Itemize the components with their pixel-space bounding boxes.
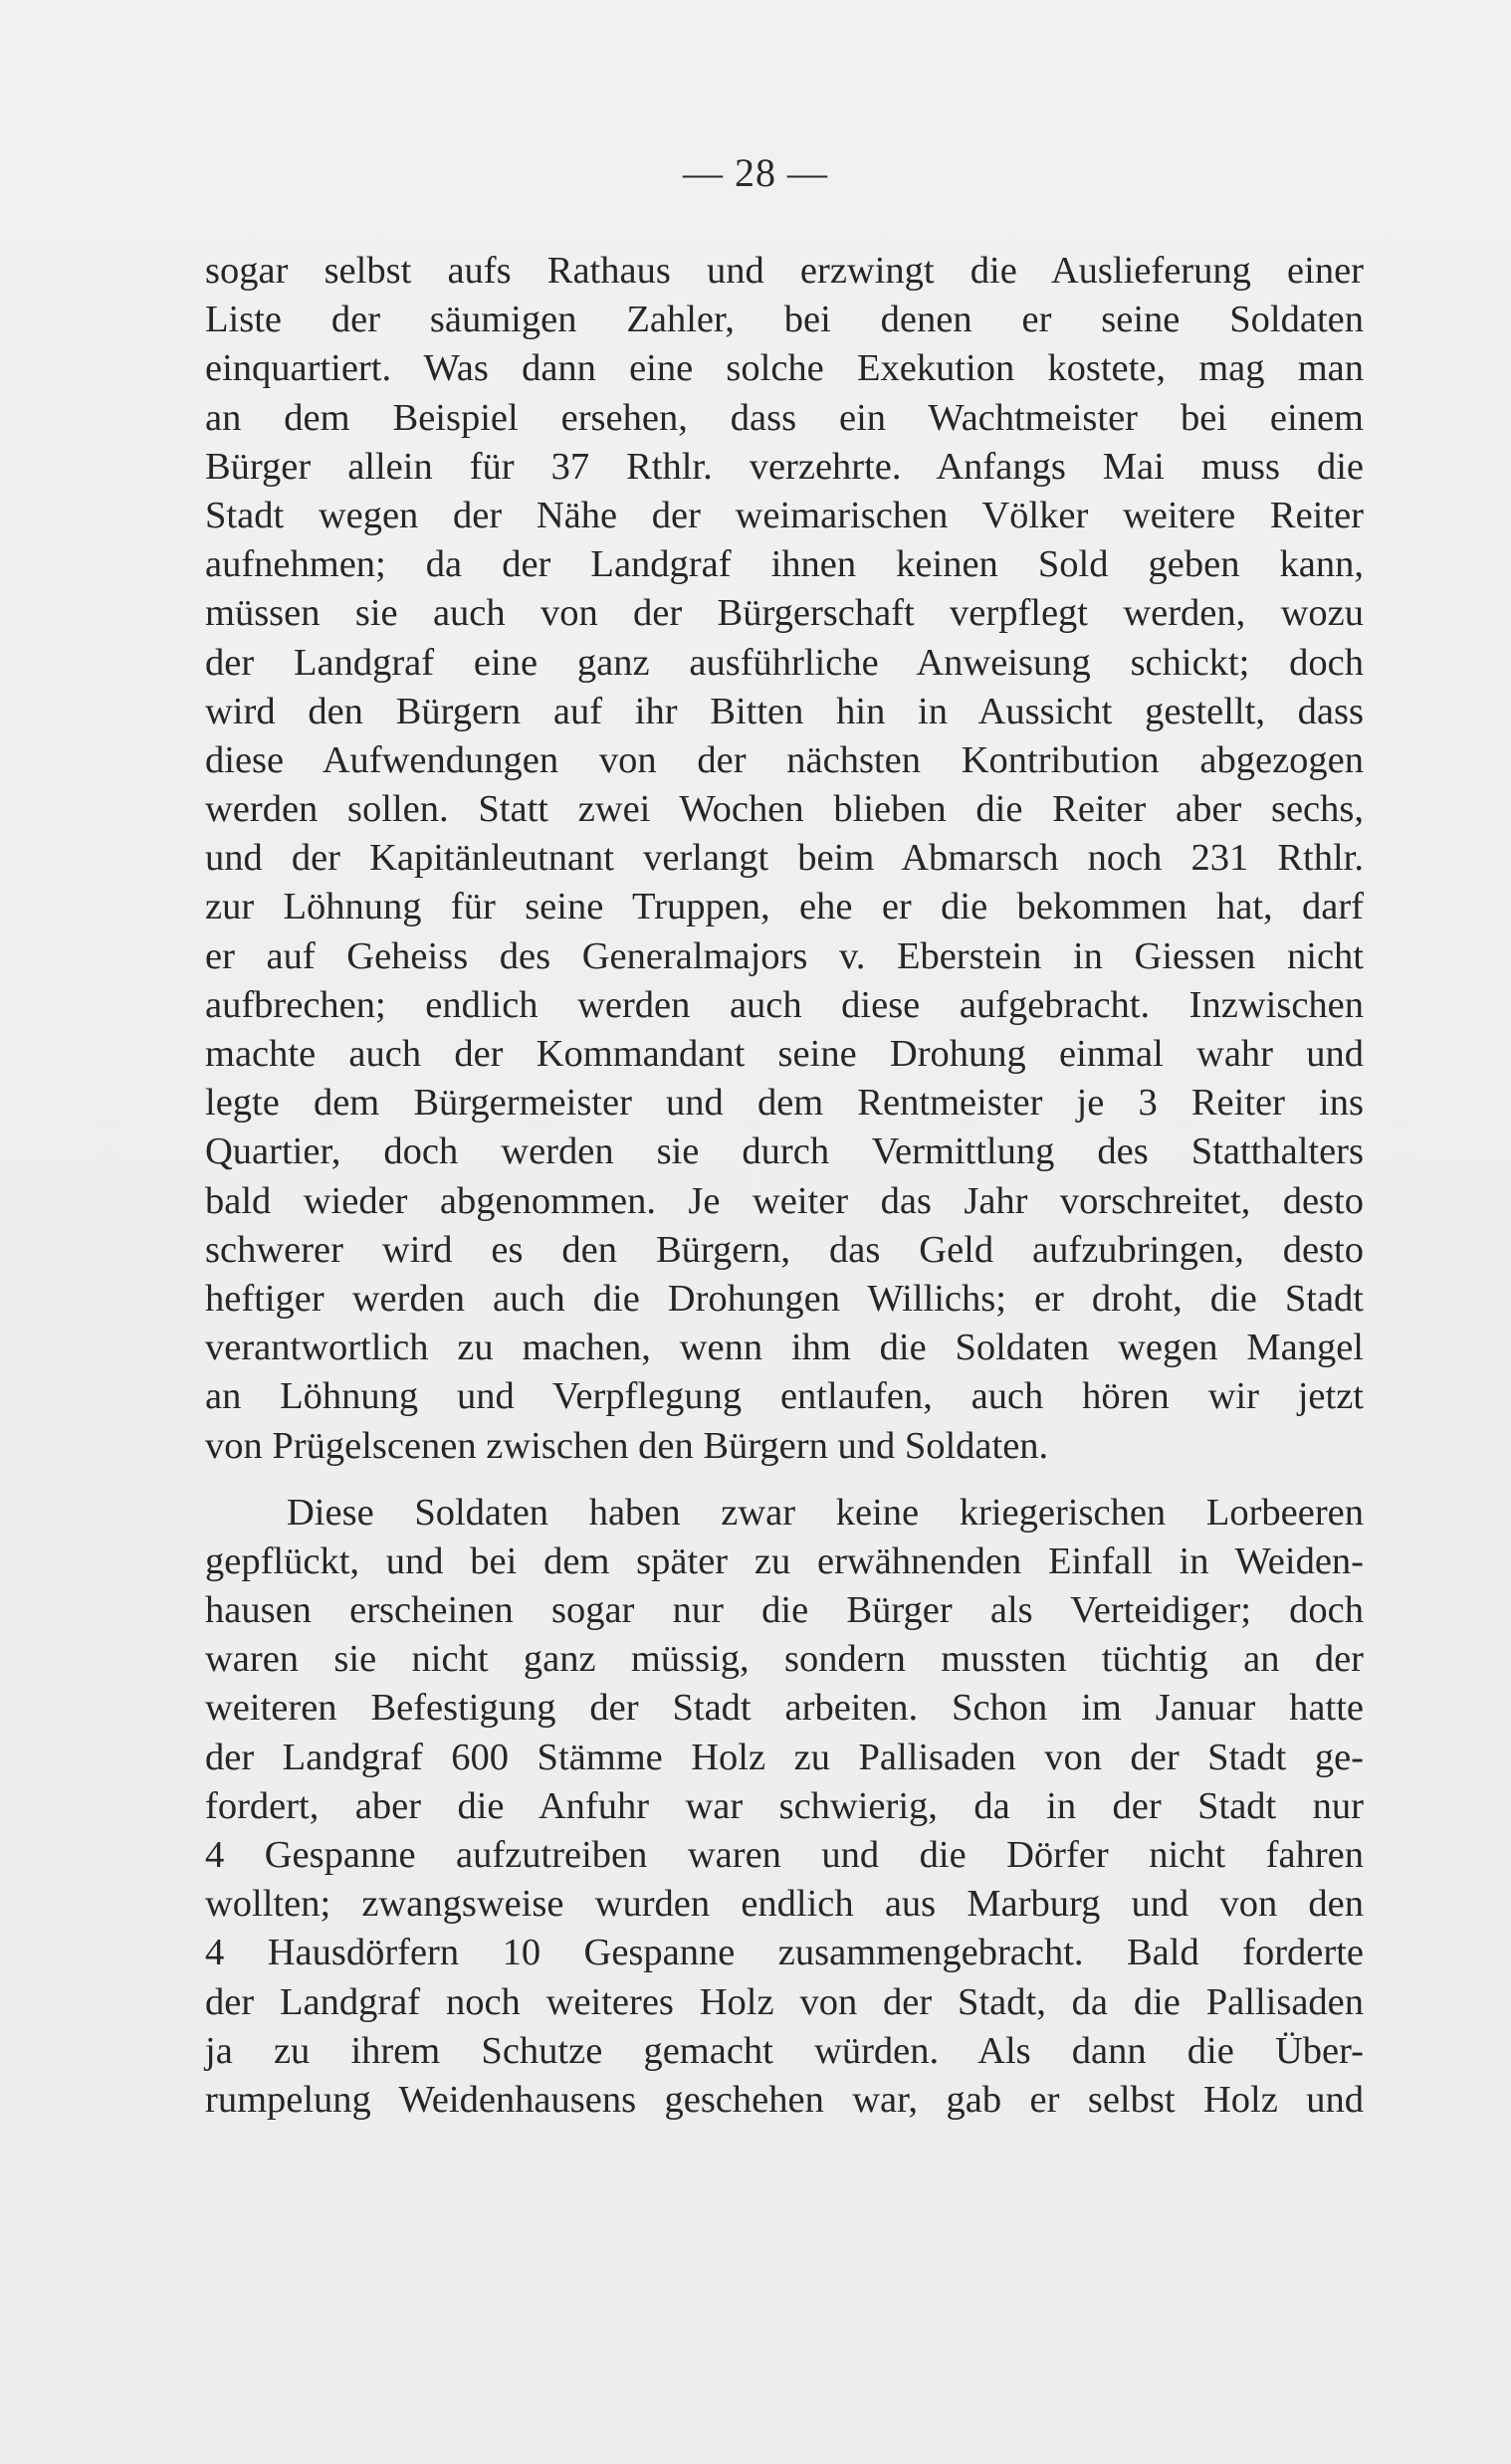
text-line: machte auch der Kommandant seine Drohung einmal wahr und: [205, 1033, 1364, 1075]
text-line: aufbrechen; endlich werden auch diese aufgebracht. Inzwischen: [205, 983, 1364, 1026]
text-line: hausen erscheinen sogar nur die Bürger als Verteidiger; doch: [205, 1589, 1364, 1632]
text-line: heftiger werden auch die Drohungen Willichs; er droht, die Stadt: [205, 1277, 1364, 1320]
text-line: wird den Bürgern auf ihr Bitten hin in Aussicht gestellt, dass: [205, 690, 1364, 732]
text-line: 4 Gespanne aufzutreiben waren und die Dörfer nicht fahren: [205, 1834, 1364, 1876]
text-line: einquartiert. Was dann eine solche Exekution kostete, mag man: [205, 347, 1364, 390]
text-line: 4 Hausdörfern 10 Gespanne zusammengebracht. Bald forderte: [205, 1932, 1364, 1974]
text-line: der Landgraf noch weiteres Holz von der Stadt, da die Pallisaden: [205, 1980, 1364, 2023]
text-line: legte dem Bürgermeister und dem Rentmeister je 3 Reiter ins: [205, 1082, 1364, 1125]
text-line: diese Aufwendungen von der nächsten Kontribution abgezogen: [205, 738, 1364, 781]
text-line: von Prügelscenen zwischen den Bürgern und Soldaten.: [205, 1424, 1049, 1467]
text-line: gepflückt, und bei dem später zu erwähnenden Einfall in Weiden-: [205, 1540, 1364, 1582]
paragraph-gap: [205, 1471, 1364, 1489]
text-line: Diese Soldaten haben zwar keine kriegerischen Lorbeeren: [287, 1491, 1364, 1534]
text-line: Quartier, doch werden sie durch Vermittlung des Statthalters: [205, 1130, 1364, 1173]
text-line: der Landgraf eine ganz ausführliche Anweisung schickt; doch: [205, 641, 1364, 684]
text-line: müssen sie auch von der Bürgerschaft verpflegt werden, wozu: [205, 592, 1364, 635]
text-line: sogar selbst aufs Rathaus und erzwingt die Auslieferung einer: [205, 250, 1364, 292]
text-line: weiteren Befestigung der Stadt arbeiten. Schon im Januar hatte: [205, 1687, 1364, 1730]
text-line: und der Kapitänleutnant verlangt beim Abmarsch noch 231 Rthlr.: [205, 837, 1364, 880]
text-line: er auf Geheiss des Generalmajors v. Eberstein in Giessen nicht: [205, 934, 1364, 977]
text-line: Bürger allein für 37 Rthlr. verzehrte. Anfangs Mai muss die: [205, 445, 1364, 488]
text-line: Stadt wegen der Nähe der weimarischen Völker weitere Reiter: [205, 494, 1364, 536]
text-line: ja zu ihrem Schutze gemacht würden. Als dann die Über-: [205, 2029, 1364, 2072]
text-line: wollten; zwangsweise wurden endlich aus Marburg und von den: [205, 1883, 1364, 1926]
text-line: an Löhnung und Verpflegung entlaufen, auch hören wir jetzt: [205, 1375, 1364, 1418]
text-line: werden sollen. Statt zwei Wochen blieben die Reiter aber sechs,: [205, 788, 1364, 831]
page-number: — 28 —: [683, 150, 828, 195]
body-text: [205, 247, 1364, 2125]
paragraph: [205, 247, 1364, 1471]
text-line: Liste der säumigen Zahler, bei denen er seine Soldaten: [205, 299, 1364, 341]
text-line: bald wieder abgenommen. Je weiter das Jahr vorschreitet, desto: [205, 1179, 1364, 1222]
paragraph: [205, 1489, 1364, 2125]
text-line: fordert, aber die Anfuhr war schwierig, da in der Stadt nur: [205, 1784, 1364, 1827]
text-line: rumpelung Weidenhausens geschehen war, gab er selbst Holz und: [205, 2078, 1364, 2121]
text-line: schwerer wird es den Bürgern, das Geld aufzubringen, desto: [205, 1228, 1364, 1271]
text-line: waren sie nicht ganz müssig, sondern mussten tüchtig an der: [205, 1638, 1364, 1681]
text-line: der Landgraf 600 Stämme Holz zu Pallisaden von der Stadt ge-: [205, 1736, 1364, 1778]
text-line: aufnehmen; da der Landgraf ihnen keinen Sold geben kann,: [205, 543, 1364, 586]
text-line: zur Löhnung für seine Truppen, ehe er die bekommen hat, darf: [205, 886, 1364, 928]
text-line: an dem Beispiel ersehen, dass ein Wachtmeister bei einem: [205, 396, 1364, 439]
text-line: verantwortlich zu machen, wenn ihm die Soldaten wegen Mangel: [205, 1327, 1364, 1369]
